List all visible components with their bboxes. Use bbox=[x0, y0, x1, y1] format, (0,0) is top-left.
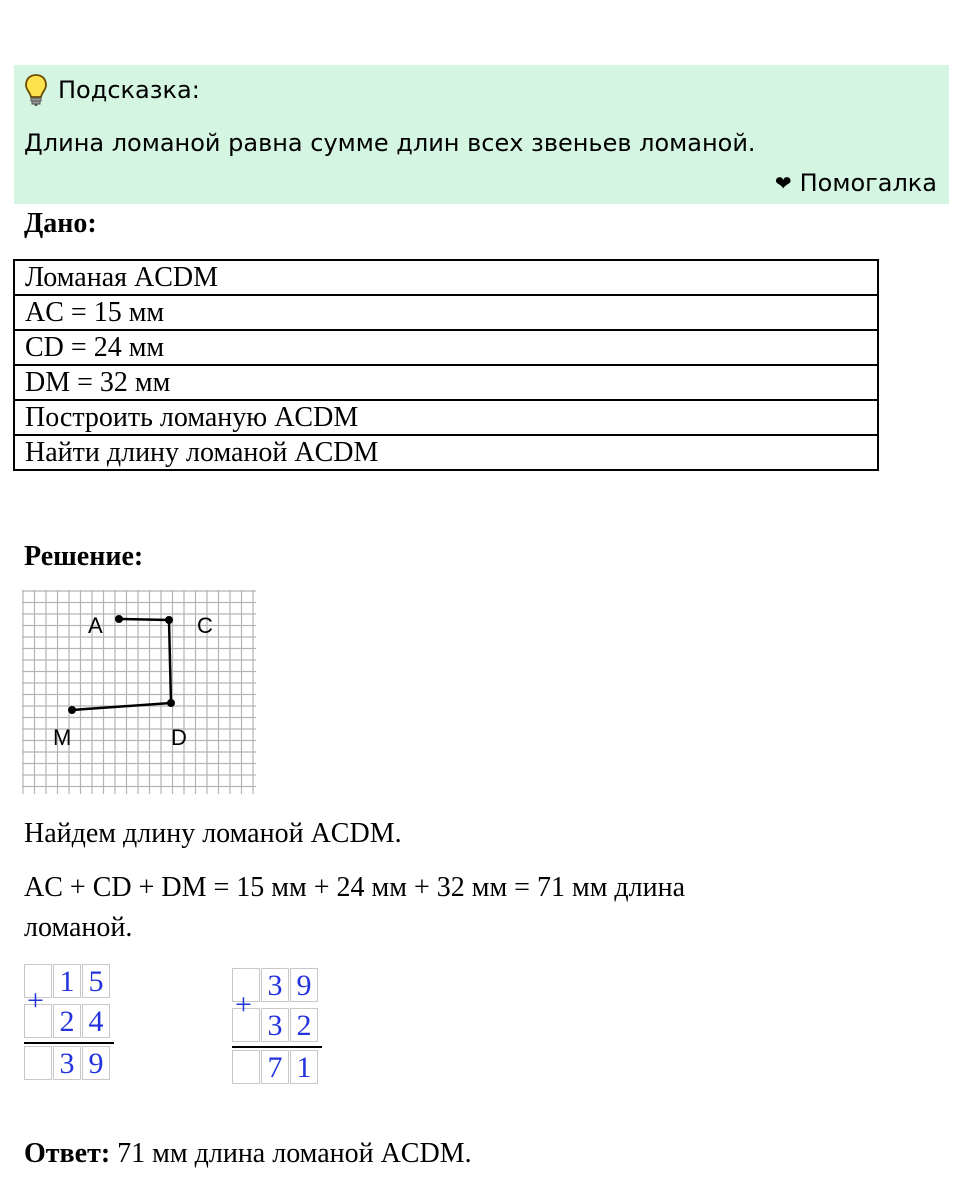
lightbulb-icon bbox=[24, 73, 48, 107]
given-table bbox=[13, 259, 879, 471]
calc1-result-digit: 9 bbox=[82, 1046, 110, 1080]
calc2-sum-line bbox=[232, 1046, 322, 1048]
point-d-label: D bbox=[171, 725, 187, 750]
calc1-bottom-digit: 4 bbox=[82, 1004, 110, 1038]
given-cell: Найти длину ломаной ACDM bbox=[14, 435, 878, 470]
given-cell: CD = 24 мм bbox=[14, 330, 878, 365]
polyline-acdm bbox=[72, 619, 171, 710]
given-cell: Построить ломаную ACDM bbox=[14, 400, 878, 435]
hint-title bbox=[24, 73, 200, 107]
given-row bbox=[14, 365, 878, 400]
answer-label: Ответ: bbox=[24, 1138, 111, 1169]
hint-box bbox=[14, 65, 949, 204]
given-row bbox=[14, 260, 878, 295]
calc2-bottom-digit: 3 bbox=[261, 1008, 289, 1042]
calc1-sum-line bbox=[24, 1042, 114, 1044]
given-cell: AC = 15 мм bbox=[14, 295, 878, 330]
given-cell: DM = 32 мм bbox=[14, 365, 878, 400]
point-c-label: C bbox=[197, 613, 213, 638]
calc1-result-digit: 3 bbox=[53, 1046, 81, 1080]
calc2-result-digit: 1 bbox=[290, 1050, 318, 1084]
calc2-plus-sign: + bbox=[235, 988, 252, 1021]
calc2-top-digit: 9 bbox=[290, 968, 318, 1002]
calc1-top-digit: 5 bbox=[82, 964, 110, 998]
calc2-top-digit: 3 bbox=[261, 968, 289, 1002]
point-a-label: A bbox=[88, 613, 103, 638]
calc1-empty-cell bbox=[24, 1046, 52, 1080]
point-m-label: M bbox=[53, 725, 72, 750]
point-d-dot bbox=[167, 699, 175, 707]
given-row bbox=[14, 400, 878, 435]
given-row bbox=[14, 295, 878, 330]
hint-source-label: Помогалка bbox=[799, 169, 937, 197]
solution-heading: Решение: bbox=[24, 541, 144, 572]
calc2-result-digit: 7 bbox=[261, 1050, 289, 1084]
given-row bbox=[14, 435, 878, 470]
solution-line-2: AC + CD + DM = 15 мм + 24 мм + 32 мм = 71 мм длина bbox=[24, 872, 686, 903]
solution-line-1: Найдем длину ломаной ACDM. bbox=[24, 818, 402, 849]
calc2-empty-cell bbox=[232, 1050, 260, 1084]
calc1-plus-sign: + bbox=[27, 984, 44, 1017]
calc1-bottom-digit: 2 bbox=[53, 1004, 81, 1038]
answer-line bbox=[24, 1138, 472, 1170]
calc2-bottom-digit: 2 bbox=[290, 1008, 318, 1042]
column-addition-1 bbox=[24, 964, 116, 1082]
hint-text: Длина ломаной равна сумме длин всех звеньев ломаной. bbox=[24, 129, 756, 157]
column-addition-2 bbox=[232, 968, 324, 1086]
polyline-sketch bbox=[22, 590, 258, 796]
given-cell: Ломаная ACDM bbox=[14, 260, 878, 295]
point-m-dot bbox=[68, 706, 76, 714]
given-row bbox=[14, 330, 878, 365]
answer-text: 71 мм длина ломаной ACDM. bbox=[110, 1138, 472, 1169]
point-c-dot bbox=[165, 616, 173, 624]
given-heading: Дано: bbox=[24, 208, 97, 239]
heart-icon: ❤ bbox=[774, 171, 792, 195]
hint-title-text: Подсказка: bbox=[58, 76, 200, 104]
solution-line-3: ломаной. bbox=[24, 912, 133, 943]
hint-source[interactable] bbox=[775, 169, 937, 197]
calc1-top-digit: 1 bbox=[53, 964, 81, 998]
point-a-dot bbox=[115, 615, 123, 623]
